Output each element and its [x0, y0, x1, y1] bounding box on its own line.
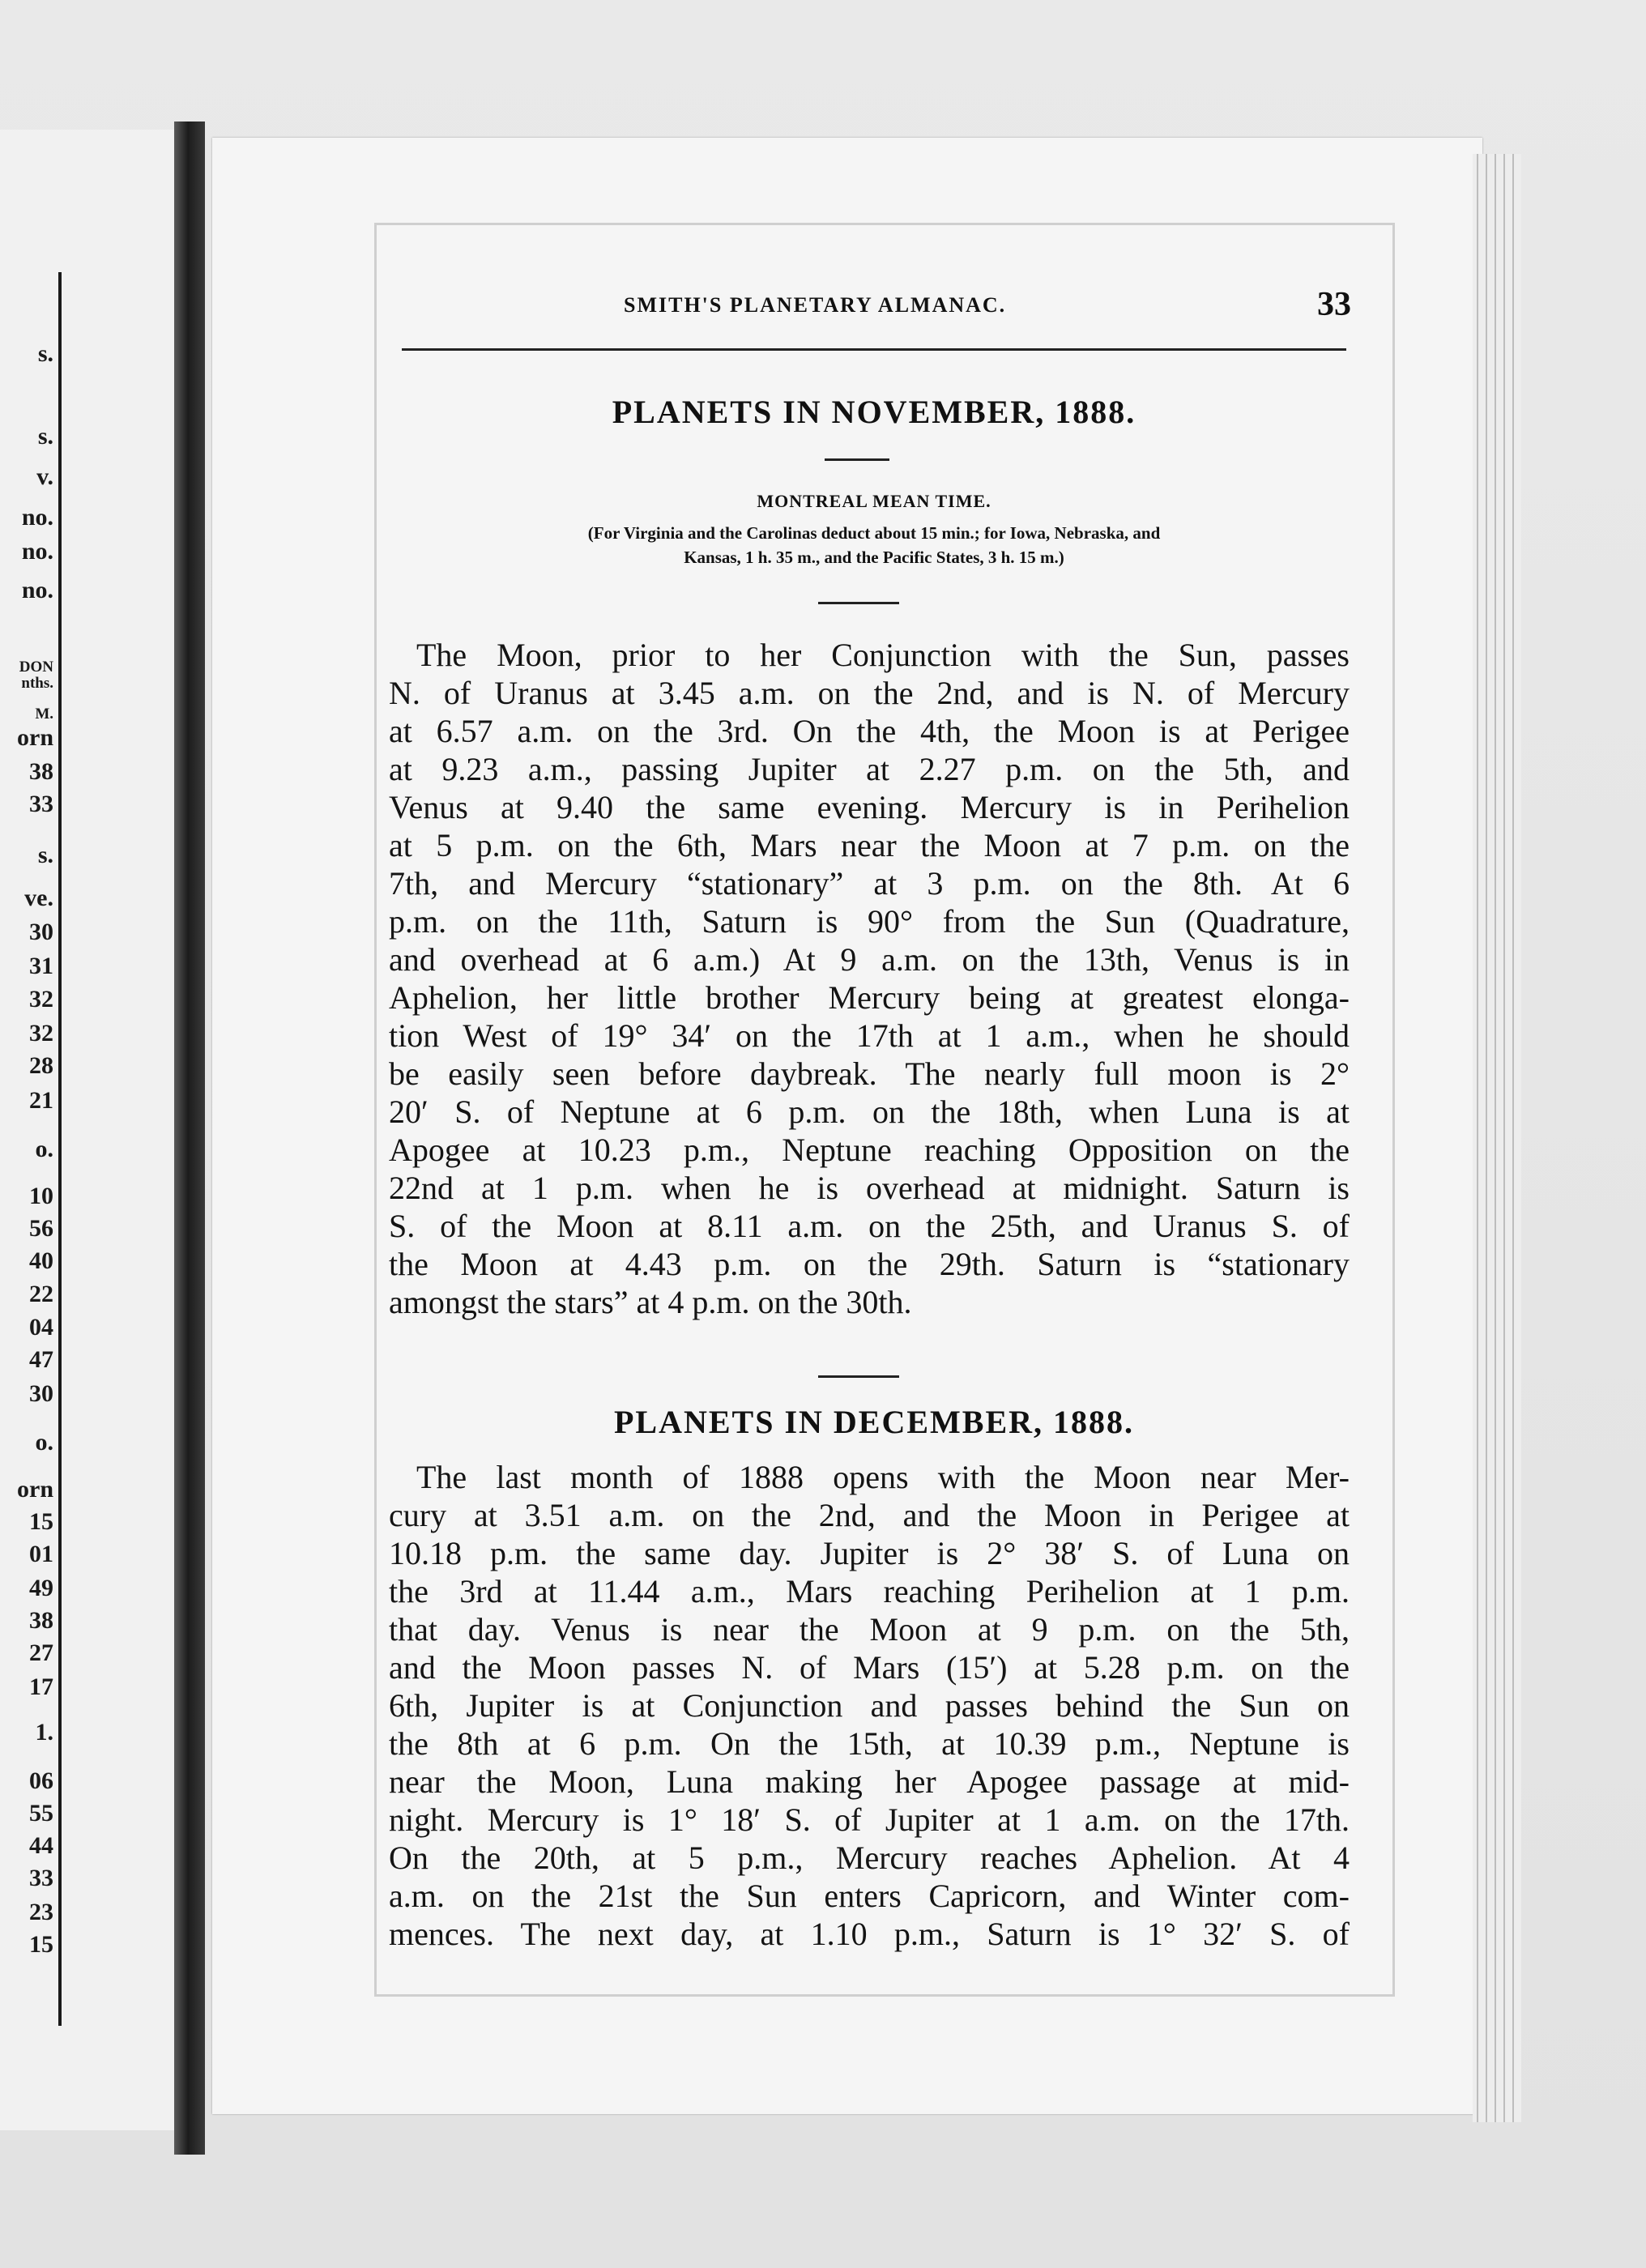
left-page-cell: no. [21, 504, 53, 531]
text-line: 22nd at 1 p.m. when he is overhead at midnight. Saturn is [389, 1170, 1350, 1206]
left-page-cell: 28 [29, 1052, 53, 1079]
text-line: at 5 p.m. on the 6th, Mars near the Moon at 7 p.m. on the [389, 827, 1350, 863]
running-head-rule [402, 348, 1346, 351]
left-page-cell: 06 [29, 1767, 53, 1794]
book-gutter [174, 122, 205, 2155]
text-line: the 8th at 6 p.m. On the 15th, at 10.39 p.m., Neptune is [389, 1725, 1350, 1762]
left-page-cell: 30 [29, 1380, 53, 1407]
text-line: at 9.23 a.m., passing Jupiter at 2.27 p.m. on the 5th, and [389, 751, 1350, 787]
text-line: Apogee at 10.23 p.m., Neptune reaching Opposition on the [389, 1132, 1350, 1168]
left-page-cell: 1. [35, 1719, 53, 1746]
text-line: S. of the Moon at 8.11 a.m. on the 25th, and Uranus S. of [389, 1208, 1350, 1244]
left-page-cell: 56 [29, 1215, 53, 1242]
text-line: The last month of 1888 opens with the Moon near Mer- [416, 1459, 1350, 1495]
text-line: the Moon at 4.43 p.m. on the 29th. Saturn is “stationary [389, 1246, 1350, 1282]
left-page-cell: s. [37, 340, 53, 367]
left-page-cell: 15 [29, 1931, 53, 1958]
left-page-cell: s. [37, 423, 53, 450]
text-line: mences. The next day, at 1.10 p.m., Saturn is 1° 32′ S. of [389, 1916, 1350, 1952]
left-page-cell: 23 [29, 1899, 53, 1925]
text-line: 6th, Jupiter is at Conjunction and passes behind the Sun on [389, 1687, 1350, 1724]
left-page-cell: 32 [29, 1020, 53, 1047]
left-page-cell: 31 [29, 953, 53, 979]
time-adjustment-note [389, 521, 1359, 569]
left-page-cell: 49 [29, 1575, 53, 1601]
text-line: N. of Uranus at 3.45 a.m. on the 2nd, and is N. of Mercury [389, 675, 1350, 711]
left-page-cell: 33 [29, 791, 53, 817]
note-rule [818, 602, 899, 604]
left-page-cell: 38 [29, 1607, 53, 1634]
page-number: 33 [1317, 286, 1351, 323]
text-line: and overhead at 6 a.m.) At 9 a.m. on the 13th, Venus is in [389, 941, 1350, 978]
left-page-cell: 40 [29, 1247, 53, 1274]
november-heading: PLANETS IN NOVEMBER, 1888. [612, 394, 1136, 430]
text-line: at 6.57 a.m. on the 3rd. On the 4th, the Moon is at Perigee [389, 713, 1350, 749]
text-line: p.m. on the 11th, Saturn is 90° from the Sun (Quadrature, [389, 903, 1350, 940]
text-line: cury at 3.51 a.m. on the 2nd, and the Moon in Perigee at [389, 1497, 1350, 1533]
left-page-cell: 38 [29, 758, 53, 785]
left-page-cell: 30 [29, 919, 53, 945]
left-page-cell: no. [21, 577, 53, 603]
left-page-cell: o. [35, 1429, 53, 1456]
text-line: be easily seen before daybreak. The nearly full moon is 2° [389, 1055, 1350, 1092]
left-page-cell: 27 [29, 1639, 53, 1666]
left-page-cell: v. [36, 463, 53, 490]
section-divider-rule [818, 1375, 899, 1378]
left-page-cell: 33 [29, 1865, 53, 1891]
left-page-cell: 15 [29, 1508, 53, 1535]
text-line: night. Mercury is 1° 18′ S. of Jupiter at 1 a.m. on the 17th. [389, 1801, 1350, 1838]
running-head-title: SMITH'S PLANETARY ALMANAC. [624, 293, 1007, 317]
text-line: Aphelion, her little brother Mercury being at greatest elonga- [389, 979, 1350, 1016]
page-edges [1473, 154, 1521, 2122]
left-page-cell: orn [17, 724, 53, 751]
left-page-cell: 32 [29, 986, 53, 1013]
left-page-cell: 21 [29, 1087, 53, 1114]
text-line: On the 20th, at 5 p.m., Mercury reaches Aphelion. At 4 [389, 1840, 1350, 1876]
text-line: that day. Venus is near the Moon at 9 p.m. on the 5th, [389, 1611, 1350, 1648]
note-line: Kansas, 1 h. 35 m., and the Pacific States, 3 h. 15 m.) [684, 548, 1064, 567]
december-heading: PLANETS IN DECEMBER, 1888. [613, 1404, 1135, 1440]
text-line: near the Moon, Luna making her Apogee passage at mid- [389, 1763, 1350, 1800]
text-line: a.m. on the 21st the Sun enters Capricorn, and Winter com- [389, 1878, 1350, 1914]
text-line: Venus at 9.40 the same evening. Mercury is in Perihelion [389, 789, 1350, 825]
left-page-cell: DON [19, 659, 53, 676]
left-page-cell: 55 [29, 1800, 53, 1827]
left-page-cell: 17 [29, 1673, 53, 1700]
left-page-cell: s. [37, 842, 53, 868]
text-line: 10.18 p.m. the same day. Jupiter is 2° 38′ S. of Luna on [389, 1535, 1350, 1571]
text-line: tion West of 19° 34′ on the 17th at 1 a.m., when he should [389, 1017, 1350, 1054]
left-page-cell: ve. [24, 885, 53, 911]
left-page-cell: M. [35, 706, 53, 723]
november-paragraph [389, 636, 1350, 1321]
left-page-cell: 04 [29, 1314, 53, 1341]
left-page-cell: 22 [29, 1281, 53, 1307]
left-page-cell: 10 [29, 1183, 53, 1209]
text-line: the 3rd at 11.44 a.m., Mars reaching Perihelion at 1 p.m. [389, 1573, 1350, 1609]
text-line: 20′ S. of Neptune at 6 p.m. on the 18th, when Luna is at [389, 1094, 1350, 1130]
left-page-cell: nths. [21, 675, 53, 692]
text-line: The Moon, prior to her Conjunction with the Sun, passes [416, 637, 1350, 673]
text-line: and the Moon passes N. of Mars (15′) at 5.28 p.m. on the [389, 1649, 1350, 1686]
mean-time-subhead: MONTREAL MEAN TIME. [757, 491, 991, 511]
november-heading-rule [825, 458, 889, 461]
note-line: (For Virginia and the Carolinas deduct about 15 min.; for Iowa, Nebraska, and [587, 523, 1161, 543]
running-head [397, 285, 1351, 334]
left-page-cell: 44 [29, 1832, 53, 1859]
text-line: 7th, and Mercury “stationary” at 3 p.m. on the 8th. At 6 [389, 865, 1350, 902]
left-page-cell: o. [35, 1136, 53, 1162]
left-page-cell: 01 [29, 1541, 53, 1567]
text-line: amongst the stars” at 4 p.m. on the 30th. [389, 1284, 912, 1320]
december-paragraph [389, 1458, 1350, 1953]
left-page-cell: no. [21, 538, 53, 565]
left-page-table-fragment [0, 272, 62, 2026]
left-page-cell: orn [17, 1476, 53, 1503]
left-page-cell: 47 [29, 1346, 53, 1373]
